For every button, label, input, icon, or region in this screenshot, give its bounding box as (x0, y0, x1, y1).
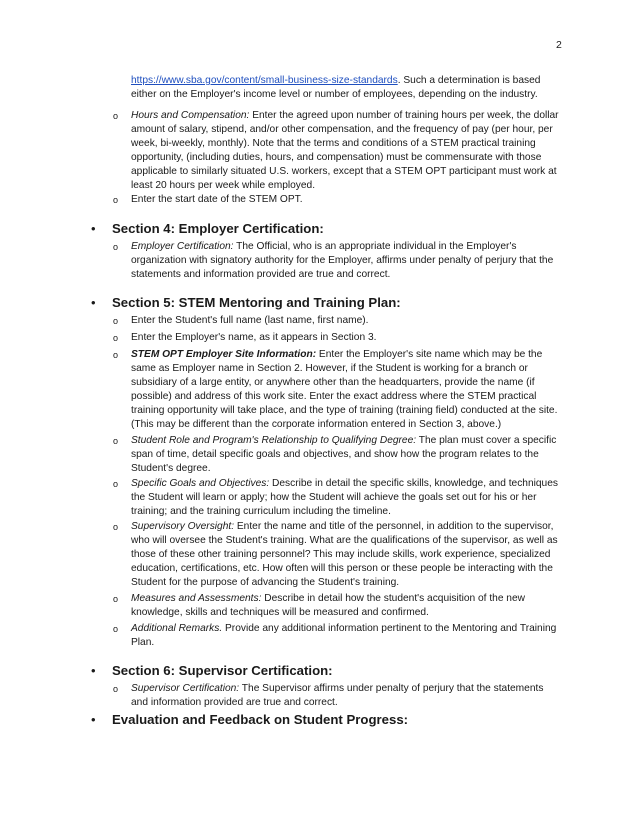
list-item (113, 622, 563, 650)
sub-bullet: o (113, 111, 119, 121)
list-item (113, 434, 563, 476)
item-label: Measures and Assessments: (131, 593, 262, 604)
list-item (113, 520, 563, 590)
item-label: Specific Goals and Objectives: (131, 478, 270, 489)
sub-bullet: o (113, 479, 119, 489)
sub-bullet: o (113, 316, 119, 326)
sub-bullet: o (113, 195, 119, 205)
sba-size-standards-link[interactable]: https://www.sba.gov/content/small-business-size-standards (131, 75, 398, 86)
sub-bullet: o (113, 594, 119, 604)
section-5-heading: Section 5: STEM Mentoring and Training Plan: (112, 295, 401, 310)
sub-bullet: o (113, 624, 119, 634)
item-label: Student Role and Program's Relationship to Qualifying Degree: (131, 435, 417, 446)
item-text: The Official, who is an appropriate individual in the Employer's organization with signatory authority for the Employer, affirms under penalty of perjury that the statements and information provided are true and correct. (131, 241, 554, 280)
sub-bullet: o (113, 436, 119, 446)
page-number: 2 (556, 39, 562, 51)
list-item (113, 193, 563, 207)
item-text: Describe in detail how the student's acquisition of the new knowledge, skills and techniques will be measured and confirmed. (131, 593, 525, 618)
item-label: Employer Certification: (131, 241, 234, 252)
sub-bullet: o (113, 522, 119, 532)
item-text: Enter the start date of the STEM OPT. (131, 194, 303, 205)
item-text: Provide any additional information pertinent to the Mentoring and Training Plan. (131, 623, 557, 648)
sub-bullet: o (113, 333, 119, 343)
list-item (113, 109, 563, 193)
item-text: Enter the name and title of the personnel, in addition to the supervisor, who will oversee the Student's training. What are the qualifications of the supervisor, as well as those of these other training personnel? This may include skills, work experience, specialized education, certifications, etc. How often will this person or these people be interacting with the Student for the purpose of advancing the Student's training. (131, 521, 558, 588)
list-item (113, 314, 563, 328)
item-text: Enter the agreed upon number of training hours per week, the dollar amount of salary, stipend, and/or other compensation, and the frequency of pay (per hour, per week, bi-weekly, monthly). Note that the terms and conditions of a STEM practical training opportunity, (including duties, hours, and compensation) must be commensurate with those applicable to similarly situated U.S. workers, except that a STEM OPT participant must work at least 20 hours per week while employed. (131, 110, 559, 191)
section-bullet: • (91, 221, 96, 236)
item-text: Enter the Employer's site name which may be the same as Employer name in Section 2. However, if the Student is working for a branch or subsidiary of a large entity, or anywhere other than the headquarters, provide the name (if possible) and address of this work site. Enter the exact address where the STEM practical training opportunity will take place, and the type of training (training field) conducted at the site. (This may be different than the corporate information entered in Section 3, above.) (131, 349, 558, 430)
item-text: Describe in detail the specific skills, knowledge, and techniques the Student will learn or apply; how the Student will achieve the goals set out for his or her training; and the training curriculum including the timeline. (131, 478, 558, 517)
item-label: Supervisor Certification: (131, 683, 240, 694)
item-label: Supervisory Oversight: (131, 521, 235, 532)
section-4-heading: Section 4: Employer Certification: (112, 221, 324, 236)
section-bullet: • (91, 712, 96, 727)
item-label: STEM OPT Employer Site Information: (131, 349, 317, 360)
sub-bullet: o (113, 684, 119, 694)
item-text: The plan must cover a specific span of time, detail specific goals and objectives, and show how the program relates to the Student's degree. (131, 435, 557, 474)
section-bullet: • (91, 663, 96, 678)
intro-paragraph (131, 74, 561, 102)
item-label: Hours and Compensation: (131, 110, 250, 121)
intro-text: . Such a determination is based either on the Employer's income level or number of employees, depending on the industry. (131, 75, 541, 100)
sub-bullet: o (113, 350, 119, 360)
section-6-heading: Section 6: Supervisor Certification: (112, 663, 333, 678)
list-item (113, 682, 563, 710)
section-bullet: • (91, 295, 96, 310)
evaluation-heading: Evaluation and Feedback on Student Progress: (112, 712, 409, 727)
list-item (113, 477, 563, 519)
list-item (113, 240, 563, 282)
sub-bullet: o (113, 242, 119, 252)
item-text: Enter the Employer's name, as it appears in Section 3. (131, 332, 377, 343)
list-item (113, 331, 563, 345)
item-text: The Supervisor affirms under penalty of perjury that the statements and information provided are true and correct. (131, 683, 544, 708)
list-item (113, 348, 563, 432)
list-item (113, 592, 563, 620)
item-label: Additional Remarks. (131, 623, 223, 634)
item-text: Enter the Student's full name (last name, first name). (131, 315, 369, 326)
